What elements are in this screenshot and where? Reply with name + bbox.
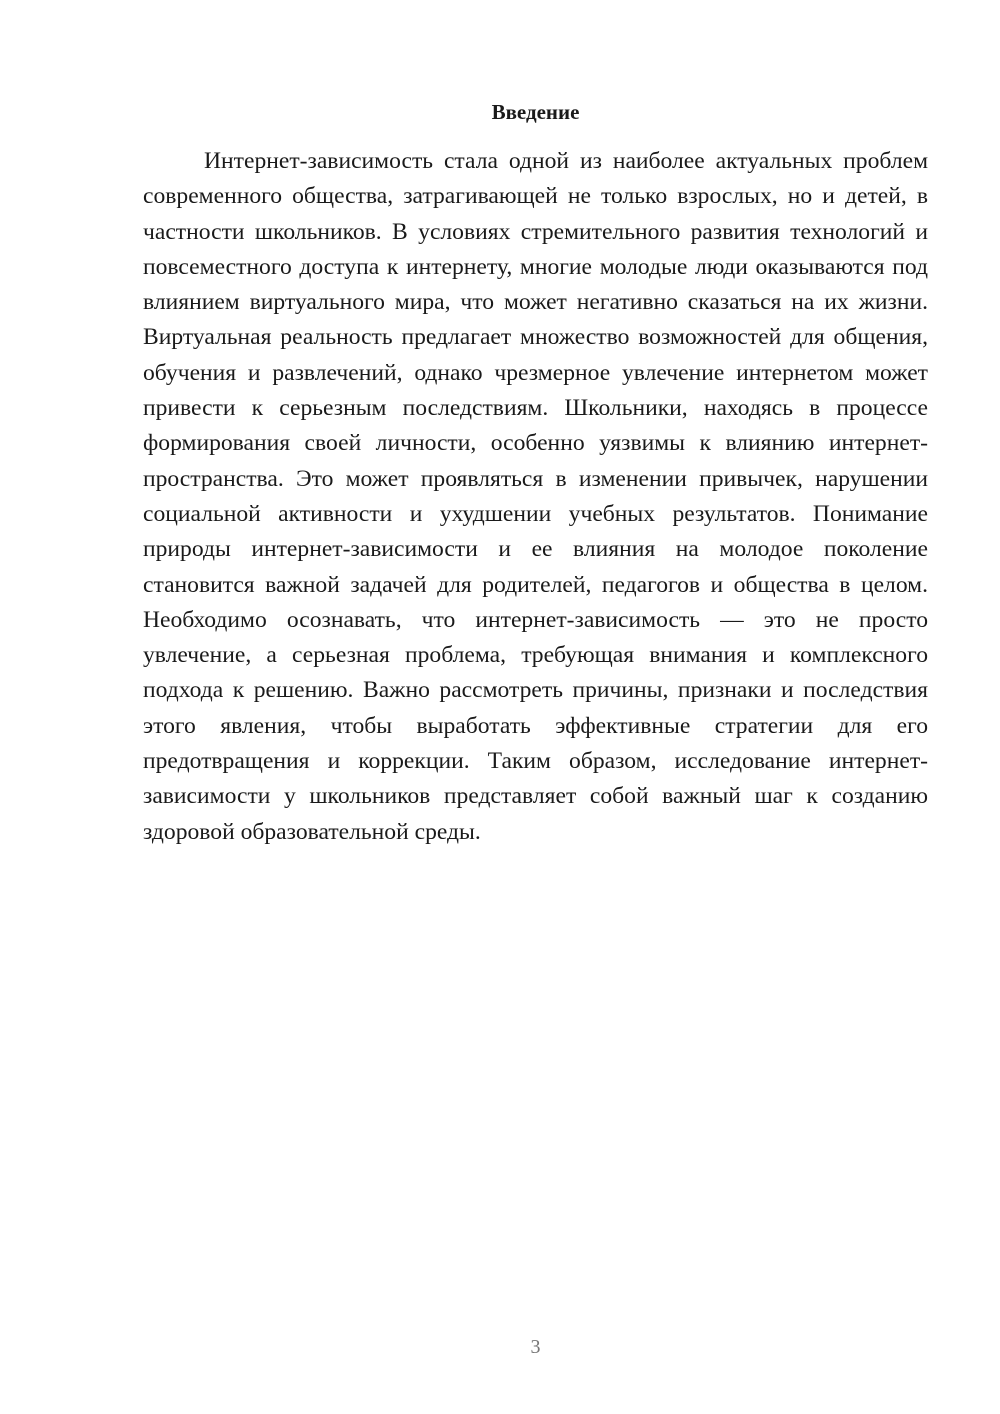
page-number: 3	[530, 1336, 541, 1358]
section-heading: Введение	[491, 100, 580, 124]
introduction-paragraph: Интернет-зависимость стала одной из наиболее актуальных проблем современного общества, затрагивающей не только взрослых, но и детей, в частности школьников. В условиях стремительного развития технологий и повсеместного доступа к интернету, многие молодые люди оказываются под влиянием виртуального мира, что может негативно сказаться на их жизни. Виртуальная реальность предлагает множество возможностей для общения, обучения и развлечений, однако чрезмерное увлечение интернетом может привести к серьезным последствиям. Школьники, находясь в процессе формирования своей личности, особенно уязвимы к влиянию интернет-пространства. Это может проявляться в изменении привычек, нарушении социальной активности и ухудшении учебных результатов. Понимание природы интернет-зависимости и ее влияния на молодое поколение становится важной задачей для родителей, педагогов и общества в целом. Необходимо осознавать, что интернет-зависимость — это не просто увлечение, а серьезная проблема, требующая внимания и комплексного подхода к решению. Важно рассмотреть причины, признаки и последствия этого явления, чтобы выработать эффективные стратегии для его предотвращения и коррекции. Таким образом, исследование интернет-зависимости у школьников представляет собой важный шаг к созданию здоровой образовательной среды.	[143, 148, 928, 845]
